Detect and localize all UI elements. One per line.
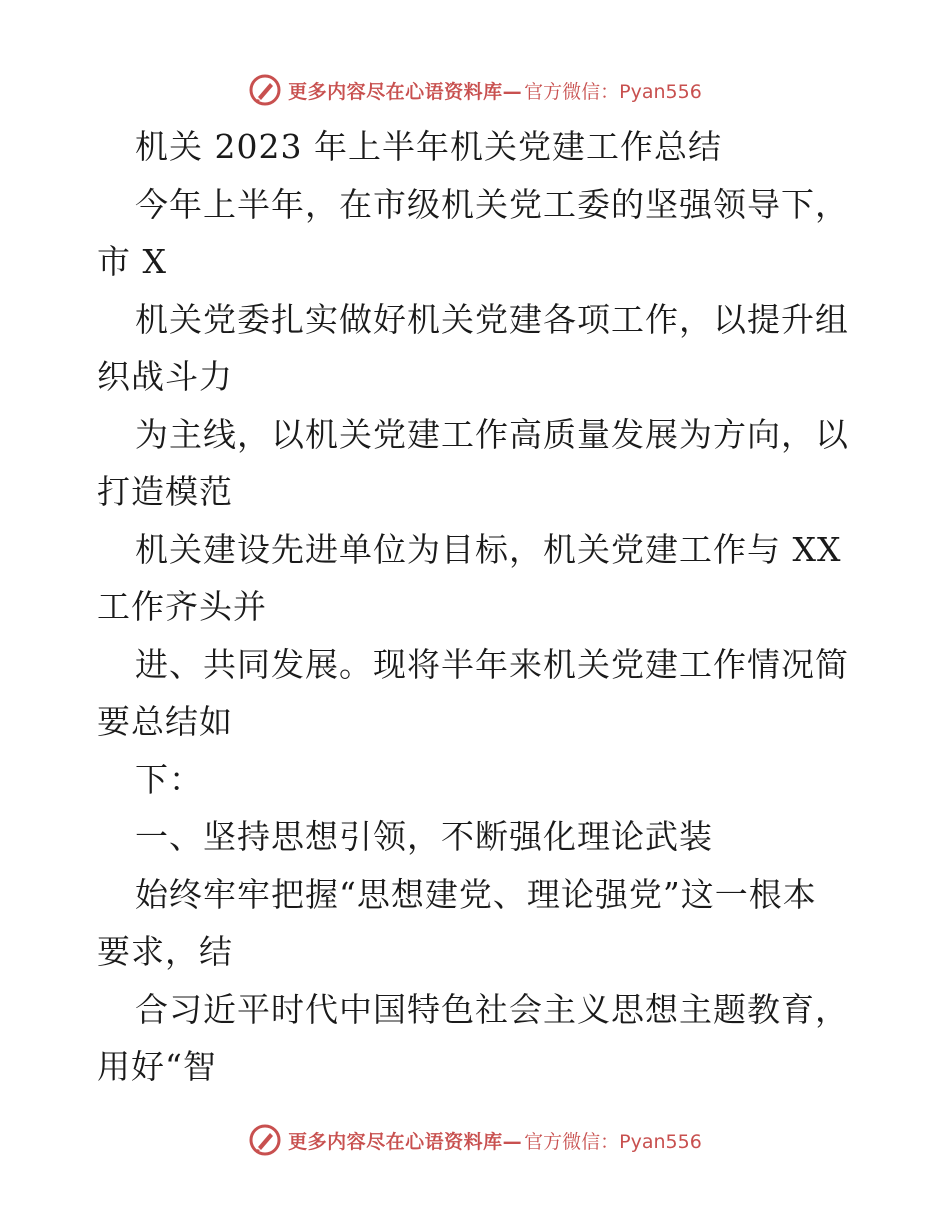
paragraph-line: 合习近平时代中国特色社会主义思想主题教育，: [135, 989, 849, 1029]
section-heading: 一、坚持思想引领，不断强化理论武装: [135, 817, 713, 856]
paragraph-line: 机关党委扎实做好机关党建各项工作，以提升组: [135, 299, 849, 339]
paragraph-line: 要总结如: [97, 702, 233, 741]
paragraph-line: 要求，结: [97, 932, 233, 971]
paragraph-line: 机关建设先进单位为目标，机关党建工作与 XX: [135, 529, 842, 569]
paragraph-line: 打造模范: [97, 472, 233, 511]
paragraph-line: 始终牢牢把握“思想建党、理论强党”这一根本: [135, 874, 817, 914]
document-title: 机关 2023 年上半年机关党建工作总结: [135, 127, 722, 166]
header-watermark: [0, 70, 950, 110]
paragraph-line: 进、共同发展。现将半年来机关党建工作情况简: [135, 644, 849, 684]
footer-watermark: [0, 1120, 950, 1160]
watermark-wechat: 官方微信：Pyan556: [524, 1130, 702, 1153]
paragraph-line: 工作齐头并: [97, 587, 267, 626]
watermark-text: 更多内容尽在心语资料库—: [288, 1130, 523, 1153]
watermark-text: 更多内容尽在心语资料库—: [288, 80, 523, 103]
paragraph-line: 市 X: [97, 242, 167, 281]
pen-seal-logo-icon: [248, 1123, 282, 1157]
watermark-wechat: 官方微信：Pyan556: [524, 80, 702, 103]
paragraph-line: 下：: [135, 759, 203, 799]
pen-seal-logo-icon: [248, 73, 282, 107]
paragraph-line: 今年上半年，在市级机关党工委的坚强领导下，: [135, 184, 849, 224]
paragraph-line: 为主线，以机关党建工作高质量发展为方向，以: [135, 414, 849, 454]
document-body: [97, 118, 857, 1096]
paragraph-line: 织战斗力: [97, 357, 233, 396]
paragraph-line: 用好“智: [97, 1047, 217, 1086]
